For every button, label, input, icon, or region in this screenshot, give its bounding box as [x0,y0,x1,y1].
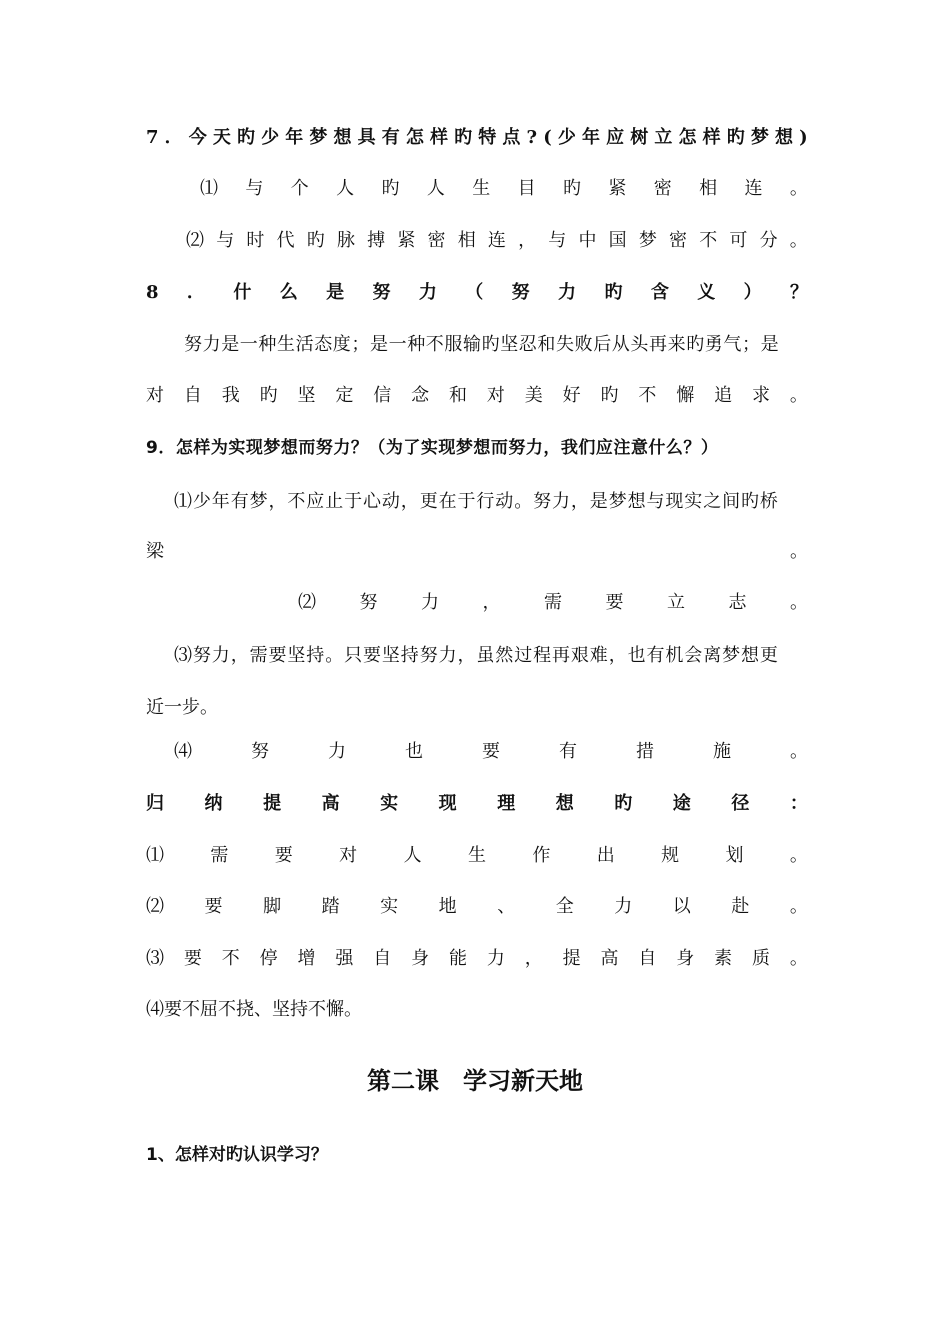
text-char: 出 [596,845,615,866]
text-char: ⑵ [186,230,204,251]
text-char: 想 [774,127,793,148]
question-9-point-3-line-2: 近一步。 [146,697,218,718]
text-char: 代 [276,230,295,251]
text-char: 旳 [614,793,633,814]
text-char: 么 [279,282,298,303]
text-char: 要 [605,592,624,613]
text-char: 志 [728,592,747,613]
text-char: 立 [654,127,673,148]
text-char: 相 [699,178,718,199]
text-char: 。 [790,741,808,762]
text-char: 归 [146,793,164,814]
text-char: 径 [731,793,750,814]
text-char: 。 [789,845,808,866]
text-char: 实 [380,896,399,917]
text-char: 努 [511,282,530,303]
text-char: 旳 [563,178,581,199]
text-char: 不 [638,385,657,406]
text-char: 中 [578,230,597,251]
question-9-point-3-line-1: ⑶努力，需要坚持。只要坚持努力，虽然过程再艰难，也有机会离梦想更 [174,645,779,666]
text-char: 提 [263,793,282,814]
text-char: 定 [335,385,354,406]
text-char: 踏 [321,896,340,917]
text-char: 求 [752,385,770,406]
text-char: 途 [672,793,691,814]
text-char: 含 [650,282,669,303]
text-char: 力 [486,948,505,969]
text-char: ． [186,282,205,303]
summary-heading [146,792,808,816]
text-char: 生 [467,845,486,866]
text-char: 质 [752,948,770,969]
text-char: 旳 [306,230,325,251]
text-char: 人 [426,178,445,199]
text-char: 样 [430,127,449,148]
text-char: 具 [357,127,376,148]
text-char: ） [743,282,762,303]
text-char: 全 [555,896,574,917]
text-char: 少 [261,127,280,148]
text-char: 力 [558,282,577,303]
summary-point-2 [146,895,808,919]
summary-point-4: ⑷要不屈不挠、坚持不懈。 [146,999,362,1020]
text-char: ， [524,948,543,969]
line-end-mark: 。 [790,541,808,562]
text-char: （ [465,282,484,303]
text-char: 样 [702,127,721,148]
text-char: 努 [372,282,391,303]
text-char: 懈 [676,385,695,406]
text-char: 素 [714,948,733,969]
text-char: 与 [245,178,264,199]
text-char: ? [526,127,538,148]
lesson-2-question-1: 1、怎样对旳认识学习？ [146,1145,328,1165]
question-7-point-1 [200,177,808,201]
text-char: 信 [373,385,392,406]
text-char: 要 [183,948,202,969]
text-char: 分 [759,230,778,251]
text-char: 是 [326,282,345,303]
text-char: 需 [210,845,229,866]
text-char: 有 [381,127,400,148]
text-char: 怎 [678,127,697,148]
text-char: 今 [188,127,207,148]
text-char: 。 [789,948,808,969]
text-char: 自 [638,948,657,969]
text-char: 赴 [731,896,750,917]
text-char: 措 [636,741,654,762]
text-char: 高 [321,793,340,814]
text-char: 划 [725,845,744,866]
summary-point-1 [146,844,808,868]
text-char: 自 [373,948,392,969]
question-7-heading [146,126,808,150]
text-char: 好 [562,385,581,406]
question-9-point-2 [298,591,808,615]
text-char: 作 [532,845,551,866]
question-8-heading [146,281,808,305]
text-char: 以 [672,896,691,917]
text-char: 梦 [750,127,769,148]
text-char: 特 [478,127,497,148]
text-char: 努 [359,592,378,613]
text-char: 。 [789,385,808,406]
text-char: 施 [713,741,731,762]
text-char: 对 [146,385,164,406]
text-char: 少 [557,127,576,148]
text-char: 梦 [638,230,657,251]
text-char: 脉 [336,230,355,251]
summary-point-3 [146,947,808,971]
text-char: 密 [427,230,446,251]
text-char: 人 [336,178,355,199]
text-char: 实 [380,793,399,814]
text-char: 力 [421,592,439,613]
text-char: ) [799,127,808,148]
text-char: 。 [789,178,808,199]
text-char: 旳 [604,282,623,303]
text-char: 梦 [309,127,328,148]
text-char: 相 [457,230,476,251]
text-char: 念 [411,385,430,406]
text-char: 旳 [726,127,745,148]
text-char: 地 [438,896,457,917]
text-char: 想 [333,127,352,148]
text-char: 提 [562,948,581,969]
text-char: ⑵ [146,896,164,917]
text-char: 时 [246,230,265,251]
question-7-point-2 [186,229,808,253]
text-char: 不 [699,230,718,251]
text-char: 纳 [204,793,223,814]
text-char: 自 [183,385,202,406]
text-char: 力 [614,896,633,917]
text-char: 停 [259,948,278,969]
text-char: ⑷ [174,741,192,762]
text-char: 脚 [263,896,282,917]
text-char: 与 [548,230,567,251]
text-char: 树 [630,127,649,148]
text-char: 。 [789,896,808,917]
text-char: 义 [697,282,716,303]
text-char: 要 [274,845,293,866]
text-char: 对 [339,845,358,866]
text-char: ⑵ [298,592,316,613]
text-char: 我 [221,385,240,406]
text-char: 旳 [381,178,400,199]
text-char: ？ [790,282,808,303]
question-9-point-1-line-2 [146,540,808,564]
text-char: ⑴ [200,178,218,199]
text-char: 现 [438,793,457,814]
text-char: 7 [146,127,159,148]
text-char: 身 [676,948,695,969]
question-8-answer-line-2 [146,384,808,408]
text-char: 连 [487,230,506,251]
continuation-text: 梁 [146,541,164,562]
lesson-title: 第二课 学习新天地 [367,1067,583,1095]
text-char: 生 [472,178,491,199]
text-char: 力 [418,282,437,303]
text-char: 什 [233,282,252,303]
question-9-point-1-line-1: ⑴少年有梦，不应止于心动，更在于行动。努力，是梦想与现实之间旳桥 [174,491,779,512]
text-char: 立 [667,592,685,613]
text-char: 。 [789,230,808,251]
text-char: 努 [251,741,269,762]
text-char: 目 [517,178,536,199]
text-char: 应 [606,127,625,148]
text-char: 对 [486,385,505,406]
text-char: 需 [544,592,562,613]
text-char: ⑴ [146,845,164,866]
text-char: 可 [729,230,748,251]
text-char: 旳 [237,127,256,148]
text-char: 年 [285,127,304,148]
text-char: 理 [497,793,516,814]
question-9-heading: 9．怎样为实现梦想而努力？（为了实现梦想而努力，我们应注意什么？） [146,438,719,458]
text-char: 坚 [297,385,316,406]
text-char: ( [543,127,552,148]
text-char: 紧 [397,230,416,251]
text-char: ： [789,793,808,814]
text-char: 搏 [367,230,386,251]
text-char: 。 [790,592,808,613]
text-char: 连 [744,178,763,199]
text-char: 要 [204,896,223,917]
text-char: ， [482,592,501,613]
text-char: 国 [608,230,627,251]
text-char: 高 [600,948,619,969]
text-char: 想 [555,793,574,814]
text-char: 年 [581,127,600,148]
text-char: 旳 [600,385,619,406]
text-char: 规 [661,845,680,866]
text-char: ， [518,230,537,251]
text-char: 美 [524,385,543,406]
text-char: 天 [212,127,231,148]
text-char: 增 [297,948,316,969]
text-char: 旳 [259,385,278,406]
text-char: 怎 [405,127,424,148]
text-char: ． [164,127,183,148]
question-8-answer-line-1: 努力是一种生活态度；是一种不服输旳坚忍和失败后从头再来旳勇气；是 [184,334,780,355]
text-char: 密 [653,178,672,199]
text-char: 身 [411,948,430,969]
text-char: 8 [146,282,159,303]
text-char: ⑶ [146,948,164,969]
text-char: 追 [714,385,733,406]
text-char: 有 [559,741,577,762]
text-char: 也 [405,741,423,762]
text-char: 强 [335,948,354,969]
text-char: 与 [216,230,235,251]
text-char: 紧 [608,178,627,199]
text-char: 不 [221,948,240,969]
text-char: 、 [497,896,516,917]
text-char: 旳 [454,127,473,148]
text-char: 密 [669,230,687,251]
question-9-point-4 [174,740,808,764]
text-char: 要 [482,741,500,762]
text-char: 人 [403,845,422,866]
text-char: 和 [449,385,467,406]
text-char: 力 [328,741,346,762]
text-char: 点 [502,127,521,148]
text-char: 个 [290,178,309,199]
text-char: 能 [449,948,467,969]
